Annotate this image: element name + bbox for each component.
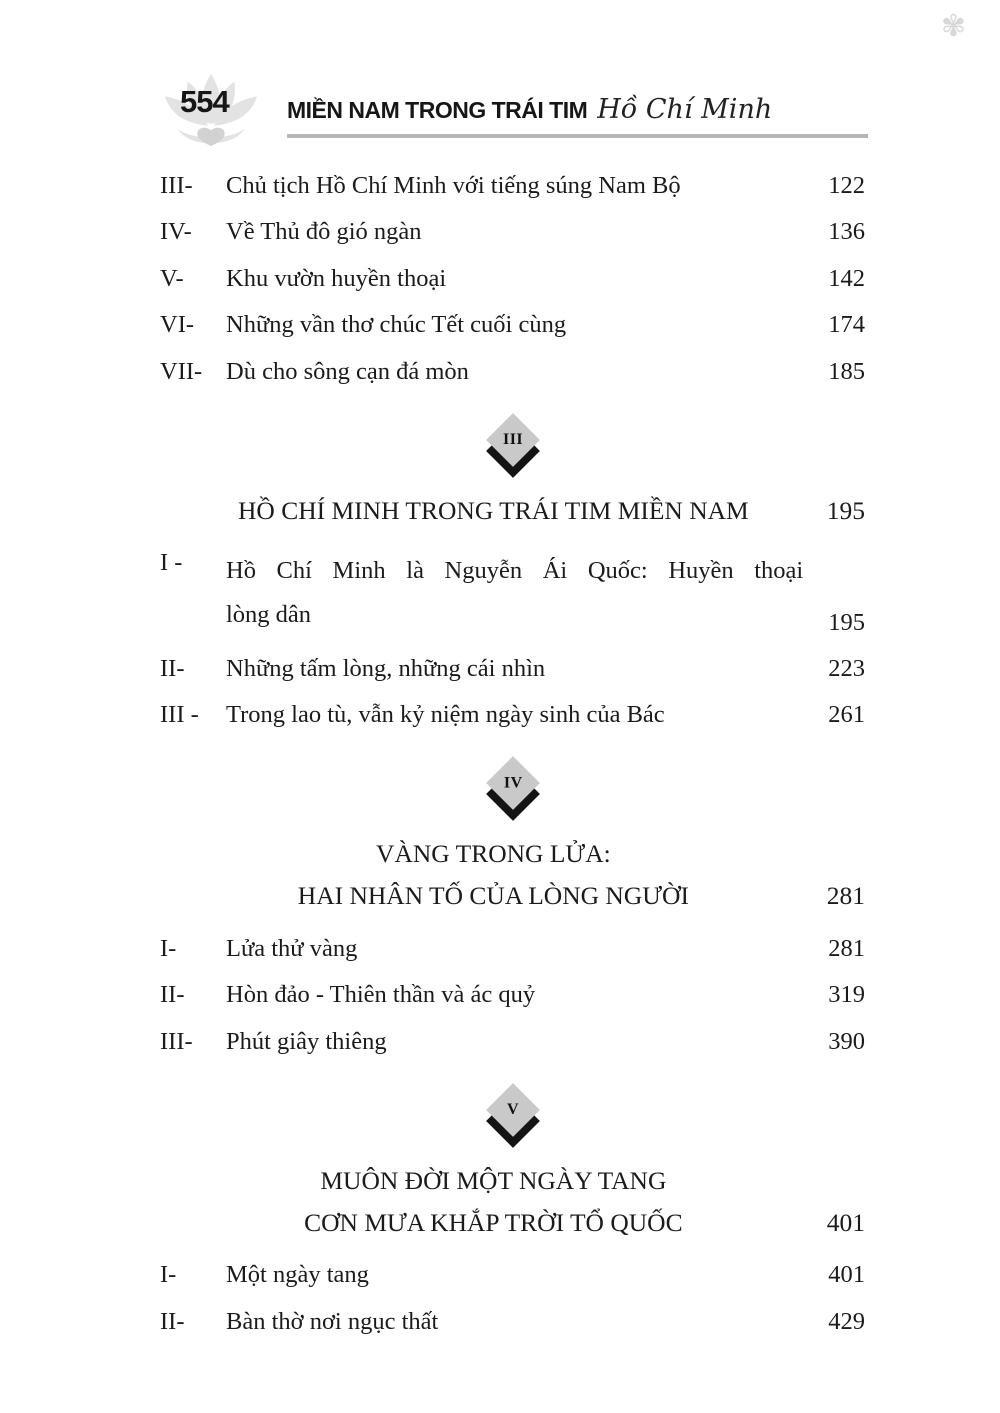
- section-heading: [160, 833, 865, 917]
- toc-entry-numeral: VII-: [160, 357, 203, 385]
- toc-entry-page: 185: [828, 357, 865, 385]
- section-heading: [160, 1160, 865, 1244]
- toc-entry: [160, 265, 865, 294]
- toc-entry: [160, 935, 865, 964]
- toc-entry-numeral: IV-: [160, 218, 192, 246]
- toc-entry-title: Trong lao tù, vẫn kỷ niệm ngày sinh của Bác: [226, 701, 665, 729]
- toc-entry: [160, 218, 865, 247]
- toc-entry-page: 223: [828, 655, 865, 683]
- toc-entry-numeral: I -: [160, 549, 183, 577]
- toc-entry-title: Lửa thử vàng: [226, 934, 358, 962]
- toc-entry-page: 429: [828, 1307, 865, 1335]
- toc-entry-title-line2: lòng dân: [226, 601, 312, 629]
- toc-entry: [160, 655, 865, 684]
- section-heading: [160, 490, 865, 532]
- toc-entry: [160, 549, 865, 637]
- toc-entry-numeral: I-: [160, 1261, 177, 1289]
- toc-entry-title: Phút giây thiêng: [226, 1027, 387, 1055]
- folio-page-number: 554: [180, 84, 229, 119]
- toc-entry-numeral: VI-: [160, 311, 195, 339]
- toc-entry-title: Hòn đảo - Thiên thần và ác quỷ: [226, 981, 536, 1009]
- section-heading-text: [160, 1160, 827, 1244]
- toc-entry-title: Khu vườn huyền thoại: [226, 264, 447, 292]
- toc-entry-page: 174: [828, 311, 865, 339]
- toc-entry-numeral: I-: [160, 934, 177, 962]
- toc-entry-page: 142: [828, 264, 865, 292]
- toc-entry: [160, 1261, 865, 1290]
- toc-entry-numeral: V-: [160, 264, 184, 292]
- toc-entry-title: Dù cho sông cạn đá mòn: [226, 357, 469, 385]
- section-heading-text: [160, 833, 827, 917]
- toc-entry-title: Những tấm lòng, những cái nhìn: [226, 655, 546, 683]
- section-heading-text: HỒ CHÍ MINH TRONG TRÁI TIM MIỀN NAM: [238, 495, 749, 525]
- section-heading-line2: HAI NHÂN TỐ CỦA LÒNG NGƯỜI: [297, 881, 689, 911]
- toc-entry-numeral: III-: [160, 172, 193, 199]
- toc-entry-page: 195: [828, 608, 865, 636]
- section-diamond-marker: [485, 1082, 541, 1152]
- section-heading-page: 281: [826, 881, 865, 911]
- section-heading-page: 195: [826, 495, 865, 525]
- header-rule: [287, 134, 868, 138]
- running-head: [287, 94, 868, 125]
- toc-entry-title: Về Thủ đô gió ngàn: [226, 218, 422, 246]
- toc-entry-title: Những vần thơ chúc Tết cuối cùng: [226, 311, 567, 339]
- section-diamond-marker: [485, 412, 541, 482]
- toc-entry-numeral: II-: [160, 655, 185, 683]
- toc-entry: [160, 701, 865, 730]
- section-numeral: IV: [503, 774, 522, 792]
- toc-entry-page: 281: [828, 934, 865, 962]
- toc-entry: [160, 172, 865, 201]
- toc-entry-title: Bàn thờ nơi ngục thất: [226, 1307, 439, 1335]
- table-of-contents: [160, 172, 865, 1354]
- section-diamond-marker: [485, 755, 541, 825]
- toc-entry-page: 136: [828, 218, 865, 246]
- toc-entry-numeral: III -: [160, 701, 199, 729]
- page-header: [152, 68, 868, 152]
- flower-icon: ✾: [940, 10, 966, 43]
- toc-entry-numeral: II-: [160, 981, 185, 1009]
- toc-entry-numeral: II-: [160, 1307, 185, 1335]
- toc-entry-page: 401: [828, 1261, 865, 1289]
- section-heading-page: 401: [826, 1207, 865, 1237]
- toc-entry-title-line1: Hồ Chí Minh là Nguyễn Ái Quốc: Huyền thoại: [226, 557, 804, 585]
- toc-entry: [160, 981, 865, 1010]
- book-title: MIỀN NAM TRONG TRÁI TIM: [287, 97, 588, 123]
- book-title-script: Hồ Chí Minh: [597, 94, 773, 125]
- toc-entry: [160, 311, 865, 340]
- toc-entry-numeral: III-: [160, 1027, 193, 1055]
- toc-entry-page: 122: [828, 172, 865, 199]
- toc-entry-title: [226, 549, 828, 637]
- toc-entry: [160, 358, 865, 387]
- toc-entry-page: 319: [828, 981, 865, 1009]
- toc-entry-title: Một ngày tang: [226, 1261, 369, 1289]
- section-heading-line2: CƠN MƯA KHẮP TRỜI TỔ QUỐC: [304, 1207, 683, 1237]
- section-numeral: V: [506, 1100, 519, 1118]
- section-numeral: III: [502, 430, 523, 448]
- toc-entry: [160, 1308, 865, 1337]
- toc-entry-page: 261: [828, 701, 865, 729]
- section-heading-line1: VÀNG TRONG LỬA:: [376, 839, 611, 869]
- toc-entry: [160, 1028, 865, 1057]
- section-heading-line1: MUÔN ĐỜI MỘT NGÀY TANG: [320, 1165, 667, 1195]
- toc-entry-page: 390: [828, 1027, 865, 1055]
- toc-entry-title: Chủ tịch Hồ Chí Minh với tiếng súng Nam Bộ: [226, 172, 681, 199]
